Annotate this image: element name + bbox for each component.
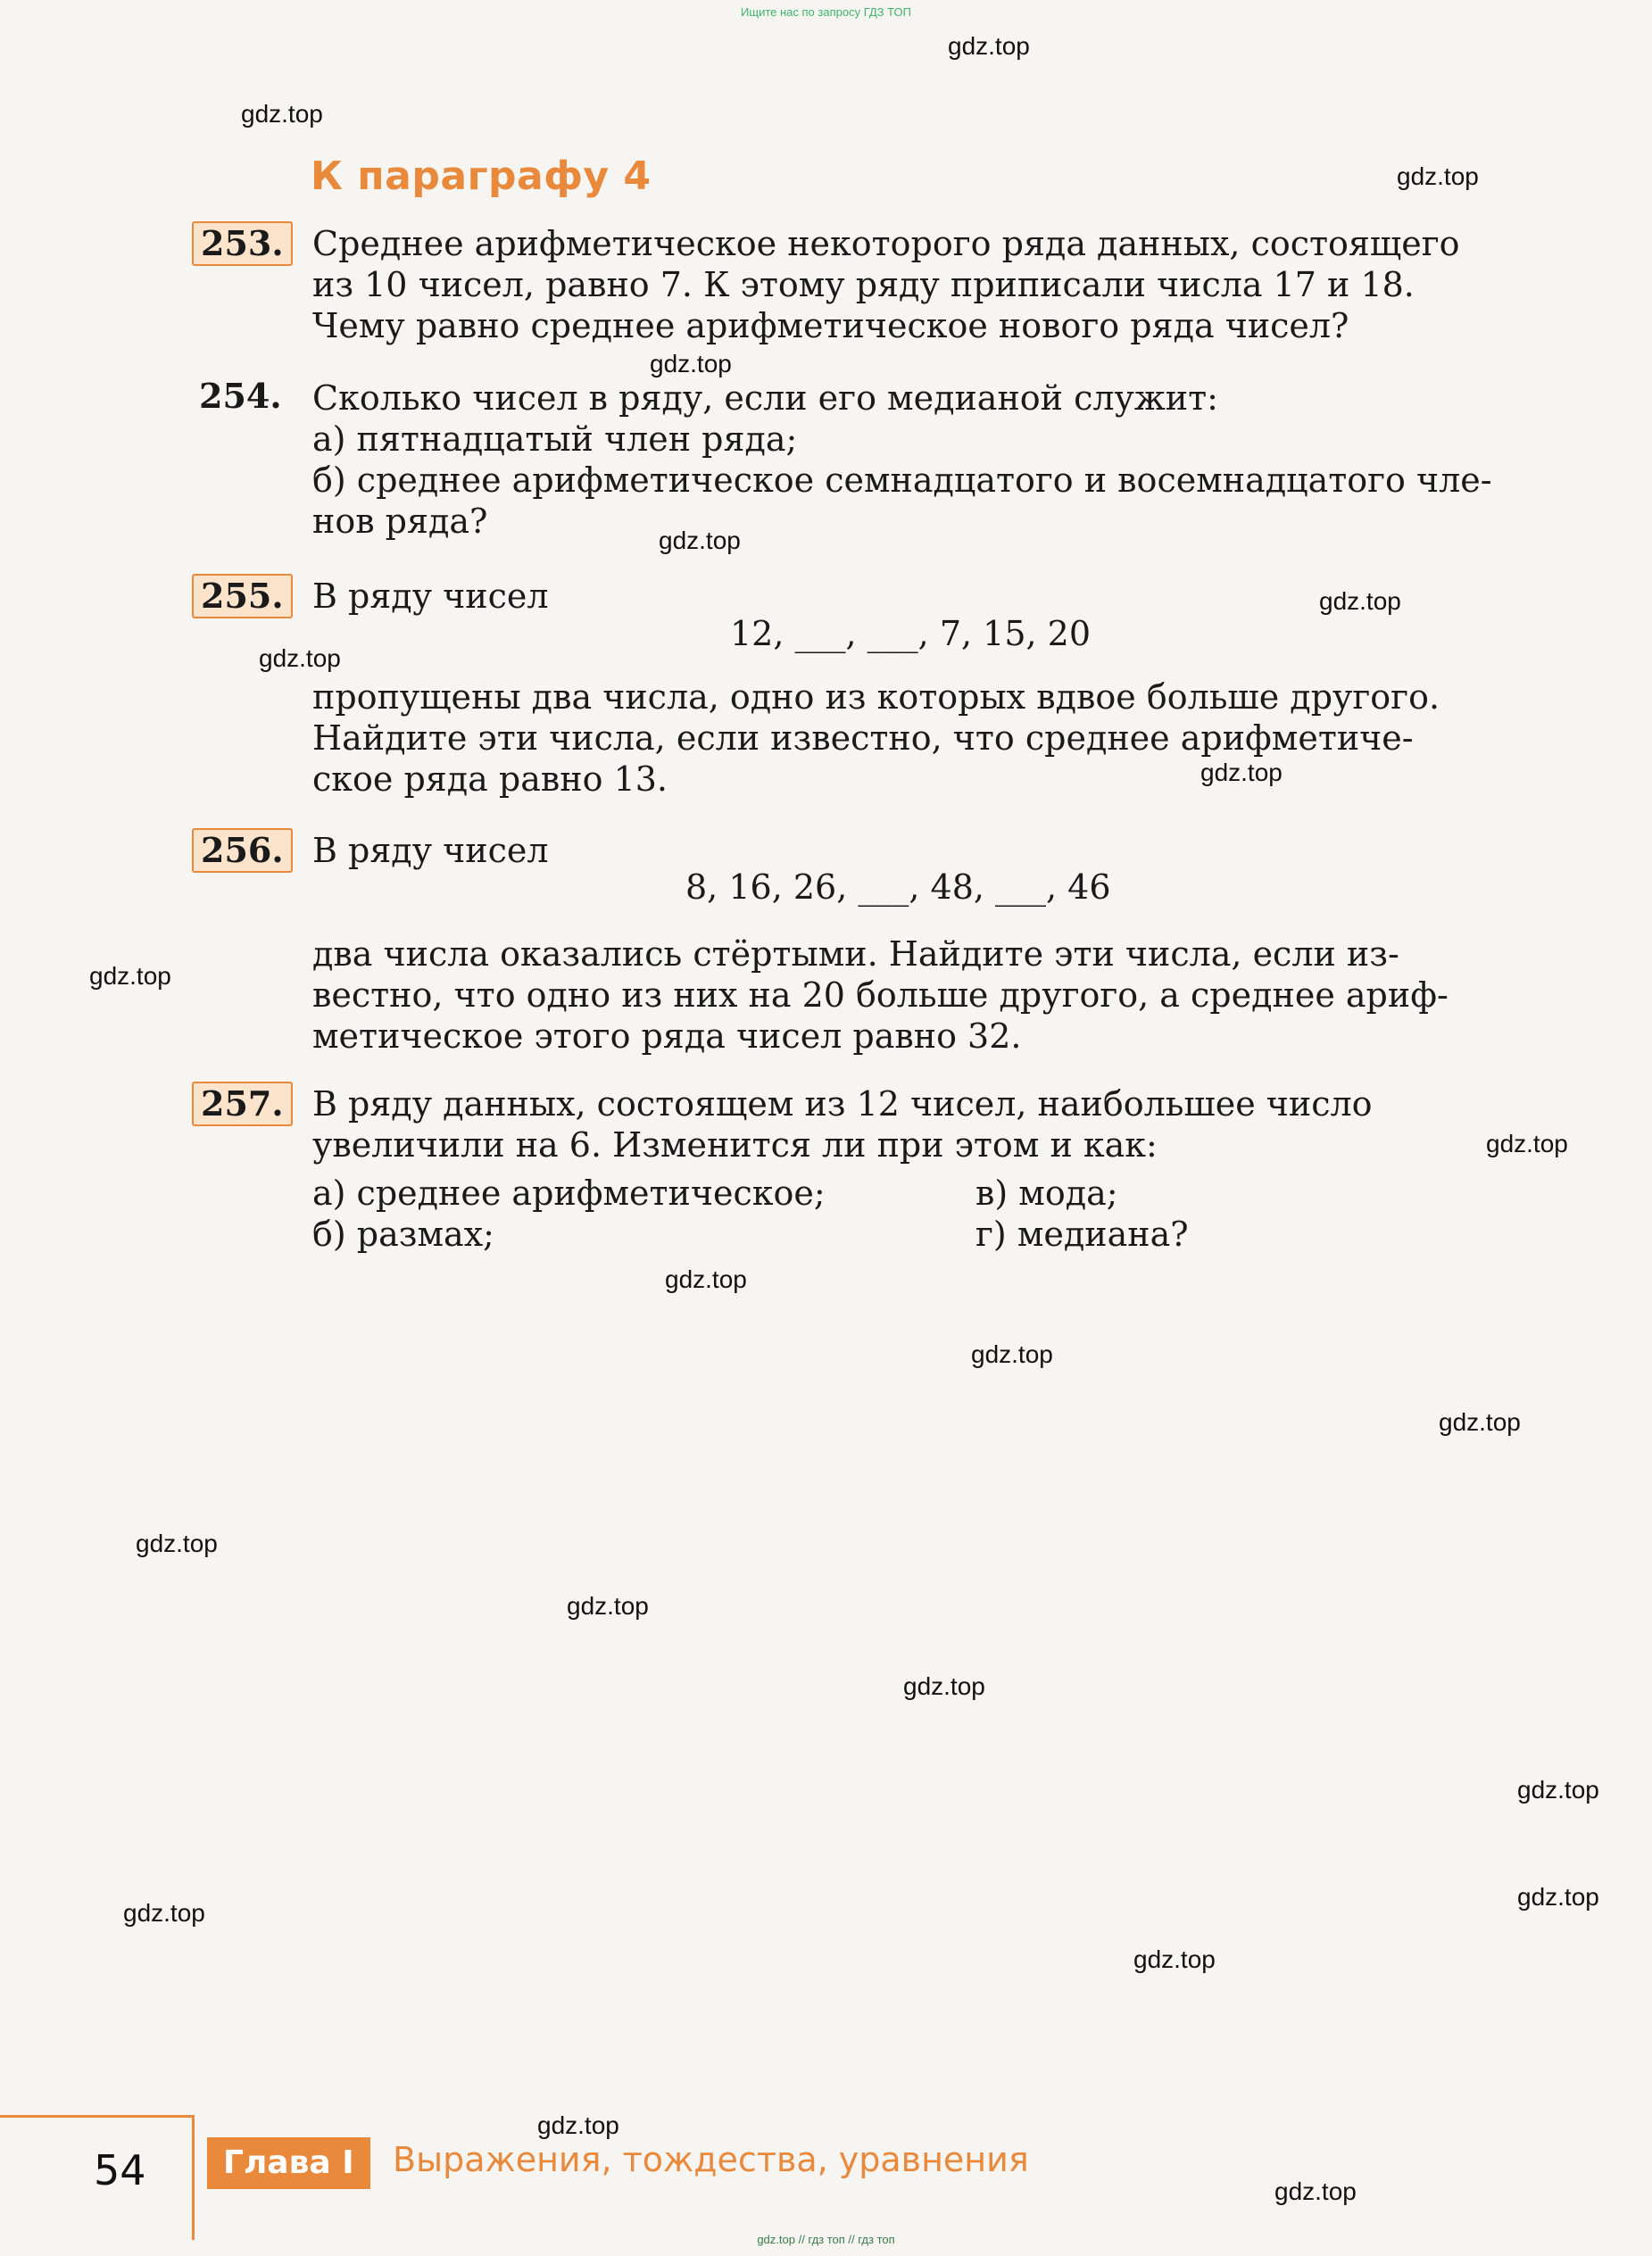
watermark: gdz.top	[650, 350, 732, 377]
task-256-text	[192, 933, 1571, 1057]
task-number: 254.	[199, 376, 282, 416]
bottom-ad-text: gdz.top // гдз топ // гдз топ	[757, 2233, 895, 2246]
watermark: gdz.top	[903, 1672, 985, 1700]
task-intro: В ряду чисел	[312, 831, 549, 870]
watermark: gdz.top	[971, 1340, 1053, 1368]
task-line: из 10 чисел, равно 7. К этому ряду приписали числа 17 и 18.	[312, 265, 1415, 304]
watermark: gdz.top	[1439, 1408, 1521, 1436]
task-253	[192, 223, 1571, 346]
task-line: Чему равно среднее арифметическое нового ряда чисел?	[312, 306, 1349, 345]
task-line: нов ряда?	[312, 502, 488, 541]
number-series: 8, 16, 26, ___, 48, ___, 46	[685, 867, 1111, 907]
top-ad-text: Ищите нас по запросу ГДЗ ТОП	[741, 5, 911, 19]
task-line: а) пятнадцатый член ряда;	[312, 419, 798, 459]
task-line: б) среднее арифметическое семнадцатого и восемнадцатого чле-	[312, 460, 1492, 500]
task-257	[192, 1083, 1571, 1165]
watermark: gdz.top	[665, 1265, 747, 1293]
task-257-options	[192, 1173, 1571, 1255]
watermark: gdz.top	[89, 962, 171, 990]
watermark: gdz.top	[1274, 2177, 1357, 2205]
task-255-text	[192, 676, 1571, 800]
watermark: gdz.top	[1517, 1776, 1599, 1804]
watermark: gdz.top	[241, 100, 323, 128]
watermark: gdz.top	[1200, 759, 1283, 786]
number-series: 12, ___, ___, 7, 15, 20	[730, 614, 1092, 653]
watermark: gdz.top	[948, 32, 1030, 60]
watermark: gdz.top	[1133, 1945, 1216, 1973]
section-title: К параграфу 4	[311, 153, 652, 199]
watermark: gdz.top	[123, 1899, 205, 1927]
footer-divider-vertical	[192, 2115, 195, 2240]
chapter-title: Выражения, тождества, уравнения	[393, 2140, 1029, 2179]
task-intro: В ряду чисел	[312, 576, 549, 616]
task-line: метическое этого ряда чисел равно 32.	[312, 1016, 1022, 1056]
watermark: gdz.top	[567, 1592, 649, 1620]
watermark: gdz.top	[537, 2111, 619, 2139]
task-line: Среднее арифметическое некоторого ряда данных, состоящего	[312, 224, 1460, 263]
task-line: увеличили на 6. Изменится ли при этом и как:	[312, 1125, 1158, 1165]
task-number: 256.	[192, 828, 293, 873]
task-line: ское ряда равно 13.	[312, 759, 668, 799]
watermark: gdz.top	[1397, 162, 1479, 190]
task-255	[192, 576, 1571, 617]
task-line: В ряду данных, состоящем из 12 чисел, наибольшее число	[312, 1084, 1373, 1124]
task-254	[192, 377, 1571, 542]
task-line: Найдите эти числа, если известно, что среднее арифметиче-	[312, 718, 1414, 758]
option-g: г) медиана?	[975, 1215, 1189, 1254]
task-number: 253.	[192, 221, 293, 266]
option-a: а) среднее арифметическое;	[312, 1174, 826, 1213]
task-line: пропущены два числа, одно из которых вдвое больше другого.	[312, 677, 1440, 717]
page-number: 54	[94, 2146, 146, 2194]
watermark: gdz.top	[1517, 1883, 1599, 1911]
task-256	[192, 830, 1571, 871]
watermark: gdz.top	[1486, 1130, 1568, 1157]
watermark: gdz.top	[659, 527, 741, 554]
task-line: Сколько чисел в ряду, если его медианой служит:	[312, 378, 1218, 418]
task-number: 255.	[192, 574, 293, 618]
watermark: gdz.top	[136, 1530, 218, 1557]
footer-divider	[0, 2115, 192, 2118]
option-v: в) мода;	[975, 1174, 1118, 1213]
watermark: gdz.top	[1319, 587, 1401, 615]
task-line: вестно, что одно из них на 20 больше другого, а среднее ариф-	[312, 975, 1449, 1015]
option-b: б) размах;	[312, 1215, 494, 1254]
watermark: gdz.top	[259, 644, 341, 672]
chapter-badge: Глава I	[207, 2137, 370, 2189]
task-line: два числа оказались стёртыми. Найдите эти числа, если из-	[312, 934, 1399, 974]
task-number: 257.	[192, 1082, 293, 1126]
